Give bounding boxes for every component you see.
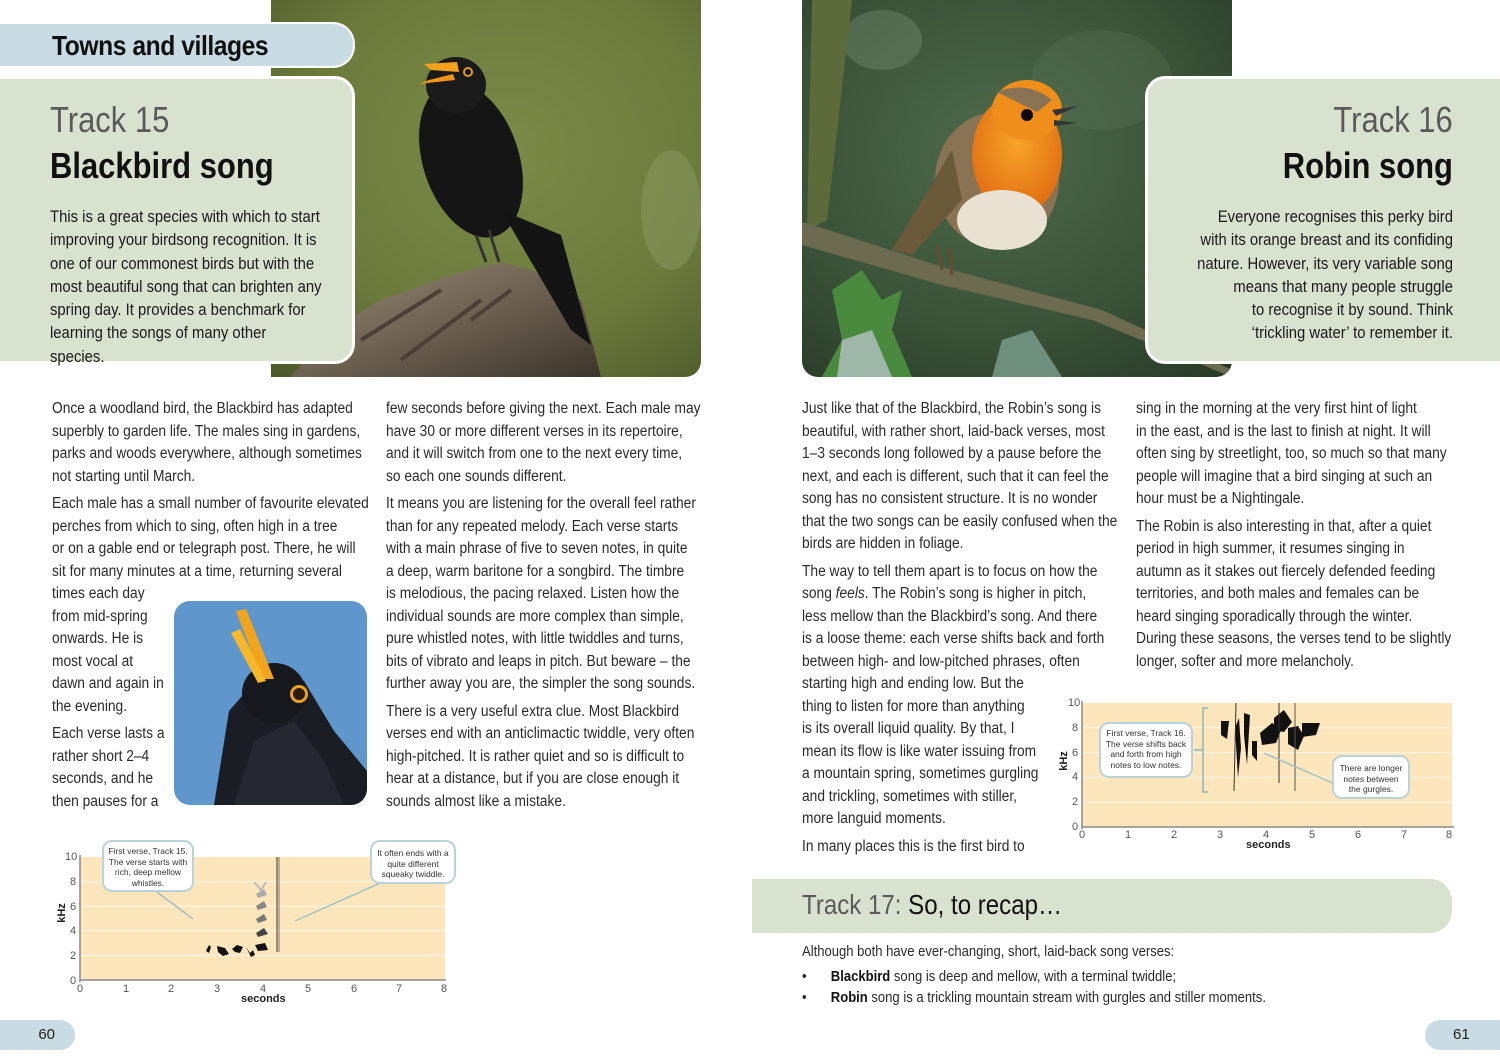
section-tab — [0, 22, 355, 68]
chart-callout: First verse, Track 15. The verse starts with rich, deep mellow whistles. — [102, 840, 194, 892]
paragraph: The way to tell them apart is to focus on how the song feels. The Robin’s song is higher in pitch, less mellow than the Blackbird’s song. And there is a loose theme: each verse shifts back and forth between high- and low-pitched phrases, often starting high and ending low. But the thing to listen for more than anything is its overall liquid quality. By that, I mean its flow is like water issuing from a mountain spring, sometimes gurgling and trickling, sometimes with stiller, more languid moments. — [802, 562, 1105, 827]
y-tick: 2 — [1072, 796, 1079, 808]
track-title: Robin song — [1282, 145, 1453, 186]
track-16-intro-panel — [1145, 76, 1500, 364]
recap-heading: Track 17: So, to recap… — [802, 889, 1063, 920]
paragraph: sing in the morning at the very first hint of light in the east, and is the last to finish at night. It will often sing by streetlight, too, so much so that many people will imagine that a bird singing at such an hour must be a Nightingale. — [1136, 400, 1447, 507]
paragraph: There is a very useful extra clue. Most Blackbird verses end with an anticlimactic twiddle, very often high-pitched. It is rather quiet and so is difficult to hear at a distance, but if you are close enough it sounds almost like a mistake. — [386, 702, 695, 810]
paragraph: The Robin is also interesting in that, after a quiet period in high summer, it resumes singing in autumn as it stakes out fiercely defended feeding territories, and both males and females can be heard singing sporadically through the winter. During these seasons, the verses tend to be slightly longer, softer and more melancholy. — [1136, 517, 1452, 670]
robin-spectrogram: 10 8 6 4 2 0 kHz 0 1 2 3 4 5 6 7 8 seconds First verse, Track 16. The verse shifts back and forth from high notes to low notes. There are longer notes between the gurgles. — [1057, 697, 1453, 851]
y-tick: 0 — [1072, 821, 1079, 833]
section-title: Towns and villages — [52, 30, 269, 61]
recap-item-blackbird: • Blackbird song is deep and mellow, with a terminal twiddle; — [802, 969, 1266, 990]
paragraph: Each verse lasts a rather short 2–4 seconds, and he then pauses for a — [52, 725, 165, 810]
paragraph: few seconds before giving the next. Each male may have 30 or more different verses in its repertoire, and it will switch from one to the next every time, so each one sounds different. — [386, 400, 701, 485]
y-tick: 0 — [70, 975, 77, 987]
y-axis-title: kHz — [1057, 751, 1070, 771]
page-number-left: 60 — [0, 1020, 75, 1050]
y-tick: 8 — [1072, 722, 1079, 734]
chart-callout: First verse, Track 16. The verse shifts back and forth from high notes to low notes. — [1099, 722, 1193, 778]
paragraph: In many places this is the first bird to — [802, 837, 1025, 855]
track-title: Blackbird song — [50, 145, 274, 186]
page-number-right: 61 — [1425, 1020, 1500, 1050]
recap-intro: Although both have ever-changing, short, laid-back song verses: — [802, 944, 1175, 960]
blackbird-spectrogram: 10 8 6 4 2 0 kHz 0 1 2 3 4 5 6 7 8 seconds First verse, Track 15. The verse starts with rich, deep mellow whistles. It often ends with a quite different squeaky twiddle. — [50, 835, 460, 1010]
recap-list — [802, 969, 1318, 1011]
y-tick: 8 — [70, 876, 77, 888]
chart-callout: There are longer notes between the gurgles. — [1332, 755, 1410, 799]
blackbird-closeup-photo — [174, 601, 367, 805]
paragraph: Each male has a small number of favourite elevated perches from which to sing, often high in a tree or on a gable end or telegraph post. There, he will sit for many minutes at a time, returning several times each day from mid-spring onwards. He is most vocal at dawn and again in the evening. — [52, 495, 369, 715]
paragraph: Just like that of the Blackbird, the Robin’s song is beautiful, with rather short, laid-back verses, most 1–3 seconds long followed by a pause before the next, and each is different, such that it can feel the song has no consistent structure. It is no wonder that the two songs can be easily confused when the birds are hidden in foliage. — [802, 400, 1118, 552]
y-tick: 10 — [1068, 697, 1081, 709]
x-axis-title: seconds — [241, 993, 286, 1005]
recap-header-bar — [752, 879, 1452, 933]
y-axis-title: kHz — [55, 903, 68, 923]
track-number: Track 15 — [50, 99, 170, 140]
right-body-column-2 — [1136, 398, 1456, 678]
y-tick: 10 — [65, 851, 78, 863]
y-tick: 4 — [70, 925, 77, 937]
y-tick: 6 — [70, 901, 77, 913]
track-15-intro-panel — [0, 76, 355, 364]
y-tick: 6 — [1072, 747, 1079, 759]
left-body-column-2 — [386, 398, 706, 818]
chart-callout: It often ends with a quite different squeaky twiddle. — [370, 840, 456, 884]
y-tick: 2 — [70, 950, 77, 962]
track-intro-text: This is a great species with which to start improving your birdsong recognition. It is one of our commonest birds but with the most beautiful song that can brighten any spring day. It provides a benchmark for learning the songs of many other species. — [50, 208, 322, 366]
paragraph: It means you are listening for the overall feel rather than for any repeated melody. Each verse starts with a main phrase of five to seven notes, in quite a deep, warm baritone for a songbird. The timbre is melodious, the pacing relaxed. Listen how the individual sounds are more complex than simple, pure whistled notes, with little twiddles and turns, bits of vibrato and leaps in pitch. But beware – the further away you are, the simpler the song sounds. — [386, 495, 696, 692]
track-intro-text: Everyone recognises this perky bird with its orange breast and its confiding nature. However, its very variable song means that many people struggle to recognise it by sound. Think ‘trickling water’ to remember it. — [1197, 208, 1453, 343]
x-axis-title: seconds — [1246, 839, 1291, 851]
y-tick: 4 — [1072, 771, 1079, 783]
recap-item-robin: • Robin song is a trickling mountain stream with gurgles and stiller moments. — [802, 990, 1266, 1011]
track-number: Track 16 — [1333, 99, 1453, 140]
paragraph: Once a woodland bird, the Blackbird has adapted superbly to garden life. The males sing in gardens, parks and woods everywhere, although sometimes not starting until March. — [52, 400, 362, 485]
